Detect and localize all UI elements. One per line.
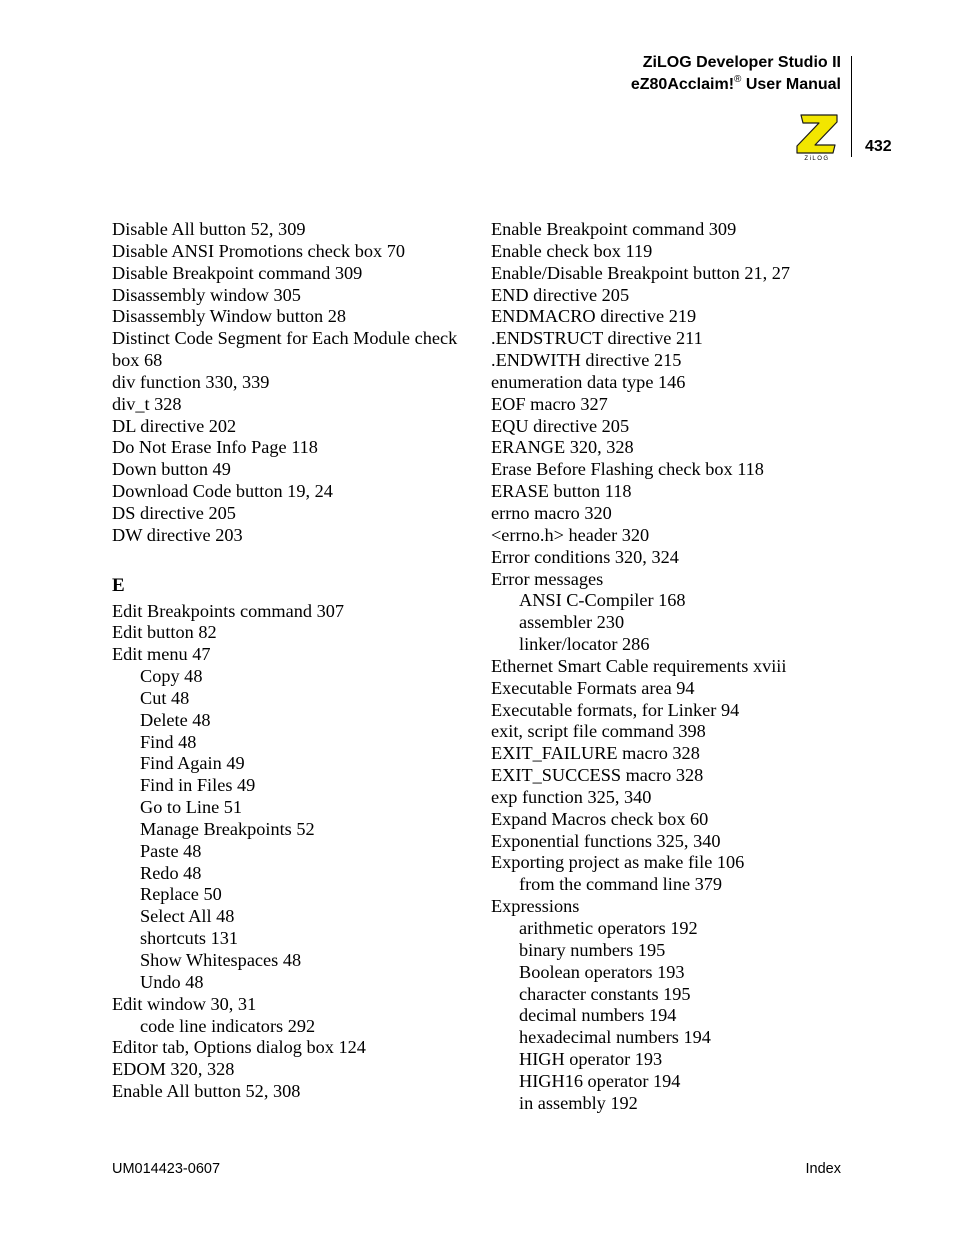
index-entry: .ENDWITH directive 215 — [491, 350, 682, 371]
index-subentry: binary numbers 195 — [519, 939, 666, 960]
index-entry: exp function 325, 340 — [491, 786, 652, 807]
index-entry: Edit window 30, 31 — [112, 993, 257, 1014]
index-entry: DW directive 203 — [112, 524, 243, 545]
index-subentry: Go to Line 51 — [140, 797, 243, 818]
index-subentry: linker/locator 286 — [519, 634, 650, 655]
index-entry: ERANGE 320, 328 — [491, 437, 634, 458]
index-subentry: Cut 48 — [140, 687, 190, 708]
index-entry: Disable Breakpoint command 309 — [112, 262, 363, 283]
index-column-left — [112, 219, 474, 1103]
index-entry: Enable/Disable Breakpoint button 21, 27 — [491, 262, 791, 283]
index-entry: enumeration data type 146 — [491, 371, 686, 392]
index-subentry: assembler 230 — [519, 612, 625, 633]
index-subentry: Show Whitespaces 48 — [140, 950, 302, 970]
header-divider — [851, 56, 852, 157]
footer-section: Index — [805, 1161, 841, 1177]
index-entry: <errno.h> header 320 — [491, 524, 650, 545]
index-subentry: Select All 48 — [140, 906, 235, 927]
zilog-logo-icon — [793, 113, 841, 161]
manual-label: User Manual — [741, 76, 841, 93]
title-line-1: ZiLOG Developer Studio II — [642, 54, 841, 71]
index-subentry: Replace 50 — [140, 884, 222, 905]
index-entry: div function 330, 339 — [112, 371, 270, 392]
index-entry: Disassembly window 305 — [112, 284, 301, 305]
index-entry: END directive 205 — [491, 284, 630, 305]
index-subentry: Find 48 — [140, 731, 197, 752]
index-subentry: hexadecimal numbers 194 — [519, 1027, 711, 1048]
index-entry: Down button 49 — [112, 459, 231, 480]
index-subentry: Find Again 49 — [140, 753, 245, 774]
index-entry: div_t 328 — [112, 393, 182, 414]
index-entry: Enable All button 52, 308 — [112, 1081, 301, 1102]
footer-doc-number: UM014423-0607 — [112, 1161, 221, 1177]
logo-wordmark: ZiLOG — [804, 156, 830, 161]
index-subentry: shortcuts 131 — [140, 928, 239, 949]
title-line-2 — [631, 74, 841, 96]
page-number: 432 — [865, 138, 892, 155]
document-title — [631, 52, 841, 96]
index-entry: Expressions — [491, 896, 580, 917]
index-entry: Ethernet Smart Cable requirements xviii — [491, 655, 787, 676]
index-entry: ENDMACRO directive 219 — [491, 306, 697, 327]
index-entry: DS directive 205 — [112, 502, 236, 523]
index-entry: ERASE button 118 — [491, 481, 632, 502]
index-entry: exit, script file command 398 — [491, 721, 706, 742]
index-subentry: arithmetic operators 192 — [519, 918, 698, 938]
index-entry: Error conditions 320, 324 — [491, 546, 679, 567]
index-entry: Exponential functions 325, 340 — [491, 830, 721, 851]
index-subentry: character constants 195 — [519, 983, 691, 1004]
index-entry: Error messages — [491, 568, 604, 589]
index-entry: EQU directive 205 — [491, 415, 630, 436]
index-entry: Download Code button 19, 24 — [112, 481, 333, 502]
index-subentry: decimal numbers 194 — [519, 1005, 677, 1026]
index-subentry: Manage Breakpoints 52 — [140, 818, 315, 839]
registered-mark: ® — [734, 74, 742, 85]
index-entry: Do Not Erase Info Page 118 — [112, 437, 318, 458]
index-subentry: from the command line 379 — [519, 874, 723, 895]
index-entry: DL directive 202 — [112, 415, 237, 436]
index-subentry: in assembly 192 — [519, 1092, 638, 1113]
index-subentry: Redo 48 — [140, 862, 202, 883]
index-entry: Editor tab, Options dialog box 124 — [112, 1037, 366, 1058]
index-subentry: Boolean operators 193 — [519, 961, 685, 982]
index-section-letter: E — [112, 574, 125, 596]
index-subentry: Undo 48 — [140, 971, 204, 992]
index-entry: Distinct Code Segment for Each Module check box 68 — [112, 328, 458, 371]
index-entry: Executable formats, for Linker 94 — [491, 699, 740, 720]
index-entry: Exporting project as make file 106 — [491, 852, 745, 873]
index-entry: EXIT_FAILURE macro 328 — [491, 743, 700, 764]
index-subentry: HIGH operator 193 — [519, 1049, 663, 1070]
index-entry: Edit button 82 — [112, 622, 217, 643]
index-entry: Executable Formats area 94 — [491, 677, 695, 698]
index-subentry: code line indicators 292 — [140, 1015, 316, 1036]
index-subentry: Copy 48 — [140, 666, 203, 687]
index-entry: Disable ANSI Promotions check box 70 — [112, 240, 405, 261]
product-name: eZ80Acclaim! — [630, 76, 735, 93]
index-subentry: Delete 48 — [140, 709, 211, 730]
index-entry: Disassembly Window button 28 — [112, 306, 347, 327]
index-subentry: Paste 48 — [140, 840, 202, 861]
index-entry: EOF macro 327 — [491, 393, 608, 414]
index-entry: Enable Breakpoint command 309 — [491, 219, 737, 239]
index-entry: EXIT_SUCCESS macro 328 — [491, 765, 704, 786]
index-entry: Enable check box 119 — [491, 240, 653, 261]
index-entry: Expand Macros check box 60 — [491, 808, 709, 829]
index-entry: errno macro 320 — [491, 502, 612, 523]
index-subentry: Find in Files 49 — [140, 775, 256, 796]
index-column-right — [491, 219, 851, 1115]
index-entry: Disable All button 52, 309 — [112, 219, 306, 239]
index-entry: Erase Before Flashing check box 118 — [491, 459, 764, 480]
index-subentry: HIGH16 operator 194 — [519, 1070, 681, 1091]
index-subentry: ANSI C-Compiler 168 — [519, 590, 686, 611]
index-entry: Edit menu 47 — [112, 644, 211, 665]
index-entry: Edit Breakpoints command 307 — [112, 600, 345, 621]
index-entry: .ENDSTRUCT directive 211 — [491, 328, 703, 349]
index-entry: EDOM 320, 328 — [112, 1059, 235, 1080]
